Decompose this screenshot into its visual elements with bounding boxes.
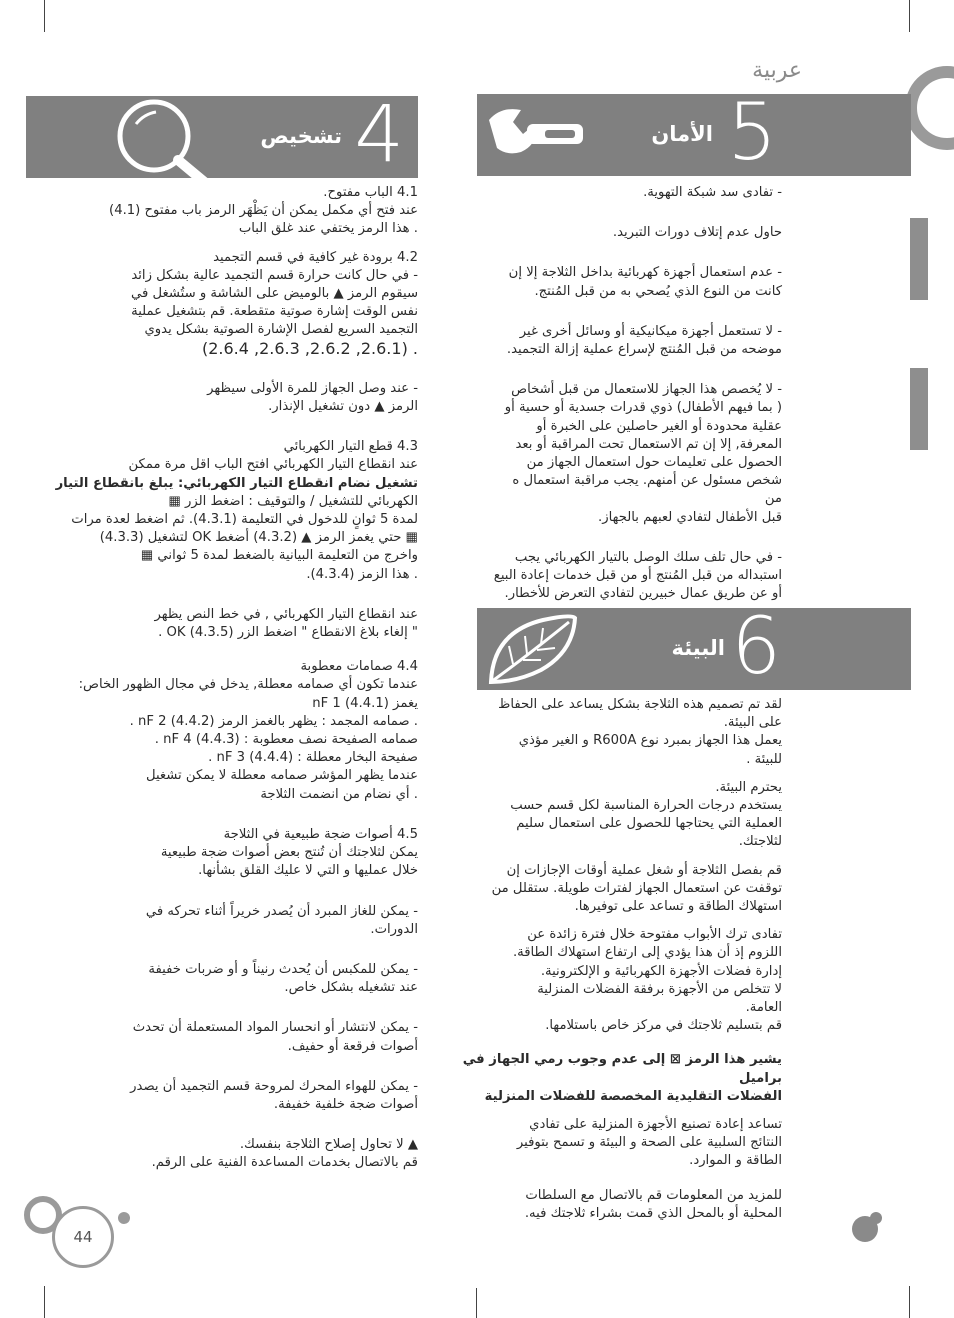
text-line: إدارة فضلات الأجهزة الكهربائية و الإلكترونية. bbox=[540, 963, 782, 979]
text-line: - يمكن لانتشار أو انحسار المواد المستعملة أن تحدث bbox=[132, 1020, 418, 1036]
decorative-ring bbox=[905, 66, 954, 150]
spacer bbox=[492, 301, 782, 323]
section-4-header bbox=[26, 90, 418, 180]
spacer bbox=[26, 642, 418, 658]
text-line: . أي نضام من انضمت الثلاجة bbox=[260, 786, 418, 802]
spacer bbox=[26, 584, 418, 606]
spacer bbox=[492, 242, 782, 264]
text-line: 4.4 صمامات معطوبة bbox=[300, 659, 418, 675]
text-line: يشير هذا الرمز ⊠ إلى عدم وجوب رمي الجهاز في براميل bbox=[462, 1052, 782, 1086]
text-line: عقلية محدودة أو الغير حاصلين على الخبرة أو bbox=[536, 418, 782, 434]
text-line: ( بما فيهم الأطفال) ذوي قدرات جسدية أو حسية أو bbox=[504, 400, 782, 416]
crop-mark bbox=[44, 1286, 45, 1318]
text-line: واخرج من التعليمة البيانية بالضغط لمدة 5 ثواني ▦ bbox=[140, 548, 418, 564]
crop-mark bbox=[909, 1286, 910, 1318]
section-number: 4 bbox=[354, 90, 404, 180]
spacer bbox=[26, 1114, 418, 1136]
text-line: عندما يظهر المؤشر صمامه معطلة لا يمكن تشغيل bbox=[145, 768, 418, 784]
text-line: - تفادى سد شبكة التهوية. bbox=[643, 185, 782, 200]
text-line: - لا يُخصص هذا الجهاز للاستعمال من قبل أشخاص bbox=[511, 382, 782, 398]
text-line: ▲ لا تحاول إصلاح الثلاجة بنفسك. bbox=[239, 1137, 418, 1153]
text-line: نفس الوقت إشارة صوتية متقطعة. قم بتشغيل عملية bbox=[131, 304, 418, 320]
text-line: اللزوم إذ أن هذا يؤدي إلى ارتفاع استهلاك الطاقة. bbox=[512, 945, 782, 961]
text-line: 4.3 قطع التيار الكهربائي bbox=[283, 439, 418, 455]
crop-mark bbox=[476, 1288, 477, 1318]
text-line: أصوات فرقعة أو حفيف. bbox=[287, 1038, 418, 1054]
text-line: . هذا الرمز يختفي عند غلق الباب bbox=[238, 221, 418, 237]
text-line: صفيحة البخار معطلة : nF 3 (4.4.4) . bbox=[208, 750, 418, 766]
text-line: كانت من النوع الذي يُصحي به من قبل المُنتج. bbox=[534, 283, 782, 299]
text-line: - عند وصل الجهاز للمرة الأولى سيظهر bbox=[207, 380, 418, 396]
leaf-icon bbox=[483, 612, 583, 688]
text-line: العملية التي يحتاجها للحصول على استعمال سليم bbox=[516, 816, 782, 832]
spacer bbox=[26, 881, 418, 903]
spacer bbox=[452, 916, 782, 926]
text-line: عند تشغيله بشكل خاص. bbox=[284, 980, 418, 996]
text-line: - يمكن للهواء المحرك لمروحة قسم التجميد أن يصدر bbox=[130, 1078, 418, 1094]
text-line: حاول عدم إتلاف دورات التبريد. bbox=[612, 225, 782, 241]
text-line: الرمز ▲ دون تشغيل الإنذار. bbox=[268, 399, 418, 415]
text-line: الدورات. bbox=[370, 921, 418, 937]
text-line: " إلغاء بلاغ الانقطاع " اضغط الزر OK (4.3.5) . bbox=[158, 625, 418, 641]
text-line: تساعد إعادة تصنيع الأجهزة المنزلية على تفادي bbox=[529, 1117, 782, 1133]
text-line: 4.2 برودة غير كافية في قسم التجميد bbox=[213, 249, 418, 265]
text-line: خلال عمليها و التي لا عليك القلق بشأنها. bbox=[198, 863, 418, 879]
text-line: المعرفة, إلا إن تم الاستعمال تحت المراقبة أو بعد bbox=[515, 436, 782, 452]
spacer bbox=[26, 1056, 418, 1078]
text-line: عند فتح أي مكمل يمكن أن يَظْهَر الرمز باب مفتوح (4.1) bbox=[109, 203, 418, 219]
decorative-dot bbox=[118, 1212, 130, 1224]
section-title: تشخيص bbox=[260, 124, 342, 148]
text-line: الطاقة و الموارد. bbox=[689, 1153, 782, 1169]
text-line: يمكن لثلاجتك أن تُنتج بعض أصوات ضجة طبيعية bbox=[160, 845, 418, 861]
text-line: استبداله من قبل المُنتج أو من قبل خدمات إعادة البيع bbox=[493, 568, 782, 584]
text-line: سيقوم الرمز ▲ بالوميض على الشاشة و ستُشغل في bbox=[131, 286, 418, 302]
text-line: لمدة 5 ثوانٍ للدخول في التعليمة (4.3.1). ثم اضغط لعدة مرات bbox=[71, 512, 418, 528]
text-line: قبل الأطفال لتفادي لعبهم بالجهاز. bbox=[598, 509, 782, 525]
text-line: لقد تم تصميم هذه الثلاجة بشكل يساعد على الحفاظ bbox=[498, 697, 782, 712]
spacer bbox=[492, 202, 782, 224]
spacer bbox=[26, 804, 418, 826]
text-line: - في حال تلف سلك الوصل بالتيار الكهربائي يجب bbox=[514, 549, 782, 565]
text-line: - يمكن للمكبس أن يُحدث رنيناً و أو ضربات خفيفة bbox=[148, 961, 418, 977]
text-line: الحصول على تعليمات حول استعمال الجهاز من bbox=[526, 455, 782, 471]
text-line: استهلاك الطاقة و تساعد على توفيرها. bbox=[574, 899, 782, 915]
text-line: التجميد السريع لفصل الإشارة الصوتية بشكل يدوي bbox=[144, 322, 418, 338]
text-line: يعمل هذا الجهاز بمبرد نوع R600A و الغير مؤذي bbox=[518, 733, 782, 749]
spacer bbox=[26, 997, 418, 1019]
text-line: موضحه من قبل المُنتج لإسراع عملية إزالة التجميد. bbox=[506, 342, 782, 358]
text-line: عندما تكون أي صمامه معطلة, يدخل في مجال الظهور الخاص: bbox=[78, 677, 418, 693]
spacer bbox=[26, 939, 418, 961]
section-title: البيئة bbox=[671, 636, 725, 660]
magnifier-icon bbox=[106, 94, 226, 194]
section-6-header bbox=[477, 602, 911, 692]
text-line: تشغيل نضام انقطاع التيار الكهربائي: يبلغ بانقطاع التيار bbox=[55, 475, 418, 491]
text-line: . هذا الزمز (4.3.4). bbox=[306, 566, 418, 582]
spacer bbox=[452, 852, 782, 862]
spacer bbox=[26, 416, 418, 438]
text-line: . (2.6.1, 2.6.2, 2.6.3, 2.6.4) bbox=[201, 338, 418, 358]
section-number: 5 bbox=[727, 88, 777, 178]
text-line: النتائج السلبية على الصحة و البيئة و تسمح بتوفير bbox=[516, 1135, 782, 1151]
language-label: عربية bbox=[752, 58, 802, 83]
text-line: للبيئة . bbox=[746, 751, 782, 767]
text-line: صمامه الصفيحة نصف معطوبة : nF 4 (4.4.3) . bbox=[154, 732, 418, 748]
spacer bbox=[26, 239, 418, 249]
spacer bbox=[452, 1035, 782, 1051]
text-line: - في حال كانت حرارة قسم التجميد عالية بشكل زائد bbox=[131, 267, 418, 283]
spacer bbox=[452, 1106, 782, 1116]
side-tab bbox=[910, 218, 928, 300]
section-6-body bbox=[452, 696, 782, 1223]
text-line: قم بتسليم ثلاجتك في مركز خاص باستلامها. bbox=[545, 1018, 782, 1034]
text-line: . صمامه المجمد : يظهر بالغمز الرمز nF 2 (4.4.2) . bbox=[129, 713, 418, 729]
text-line: العامة. bbox=[745, 1000, 782, 1016]
text-line: - لا تستعمل أجهزة ميكانيكية أو وسائل أخرى غير bbox=[519, 323, 782, 339]
section-5-body bbox=[492, 184, 782, 603]
text-line: شخص مسئول عن أمنهم. يجب مراقبة استعمال ه من bbox=[512, 473, 782, 507]
text-line: عند انقطاع التيار الكهربائي افتح الباب اقل مرة ممكن bbox=[128, 457, 418, 473]
text-line: على البيئة. bbox=[723, 715, 782, 731]
text-line: - يمكن للغاز المبرد أن يُصدر خريراً أثناء تحركه في bbox=[145, 903, 418, 919]
spacer bbox=[492, 527, 782, 549]
side-tab bbox=[910, 368, 928, 450]
text-line: لثلاجتك. bbox=[738, 834, 782, 850]
text-line: عند انقطاع التيار الكهربائي , في خط النص يظهر bbox=[154, 606, 418, 622]
spacer bbox=[452, 1171, 782, 1187]
text-line: أو عن طريق عمال خبيرين لتفادي التعرض للأخطار. bbox=[504, 586, 782, 602]
text-line: 4.5 أصوات ضجة طبيعية في الثلاجة bbox=[223, 826, 418, 842]
text-line: - عدم استعمال أجهزة كهربائية بداخل الثلاجة إلا إن bbox=[508, 265, 782, 281]
text-line: أصوات ضجة خلفية خفيفة. bbox=[273, 1096, 418, 1112]
section-number: 6 bbox=[731, 602, 781, 692]
section-5-header bbox=[477, 88, 911, 178]
text-line: ▦ حتي يغمز الرمز ▲ (4.3.2) أضغط OK لتشغيل (4.3.3) bbox=[99, 530, 418, 546]
spacer bbox=[492, 359, 782, 381]
text-line: المحلية أو بالمحل الذي قمت بشراء ثلاجتك فيه. bbox=[524, 1205, 782, 1221]
crop-mark bbox=[909, 0, 910, 32]
decorative-dot bbox=[870, 1212, 882, 1224]
text-line: يستخدم درجات الحرارة المناسبة لكل قسم حسب bbox=[510, 798, 782, 814]
crop-mark bbox=[44, 0, 45, 32]
text-line: الكهربائي للتشغيل / والتوقيف : اضغط الزر ▦ bbox=[168, 493, 418, 509]
text-line: يحترم البيئة. bbox=[715, 779, 782, 795]
section-title: الأمان bbox=[651, 122, 713, 146]
text-line: قم بالاتصال بخدمات المساعدة الفنية على الرقم. bbox=[151, 1155, 418, 1171]
text-line: تفادى ترك الأبواب مفتوحة خلال فترة زائدة عن bbox=[527, 927, 782, 943]
spacer bbox=[452, 769, 782, 779]
text-line: توقفت عن استعمال الجهاز لفترات طويلة. ستقلل من bbox=[491, 880, 782, 896]
section-4-body bbox=[26, 184, 418, 1173]
page-number: 44 bbox=[52, 1206, 114, 1268]
text-line: يغمز (4.4.1) nF 1 bbox=[312, 695, 418, 711]
spacer bbox=[26, 358, 418, 380]
wrench-icon bbox=[481, 100, 591, 170]
text-line: للمزيد من المعلومات قم بالاتصال مع السلطات bbox=[525, 1187, 782, 1203]
text-line: الفضلات التقليدية المخصصة للفضلات المنزلية bbox=[484, 1088, 782, 1104]
text-line: 4.1 الباب مفتوح. bbox=[323, 185, 418, 200]
text-line: قم بفصل الثلاجة أو شغل عملية أوقات الإجازات إن bbox=[506, 862, 782, 878]
text-line: لا تتخلص من الأجهزة برفقة الفضلات المنزلية bbox=[537, 981, 782, 997]
